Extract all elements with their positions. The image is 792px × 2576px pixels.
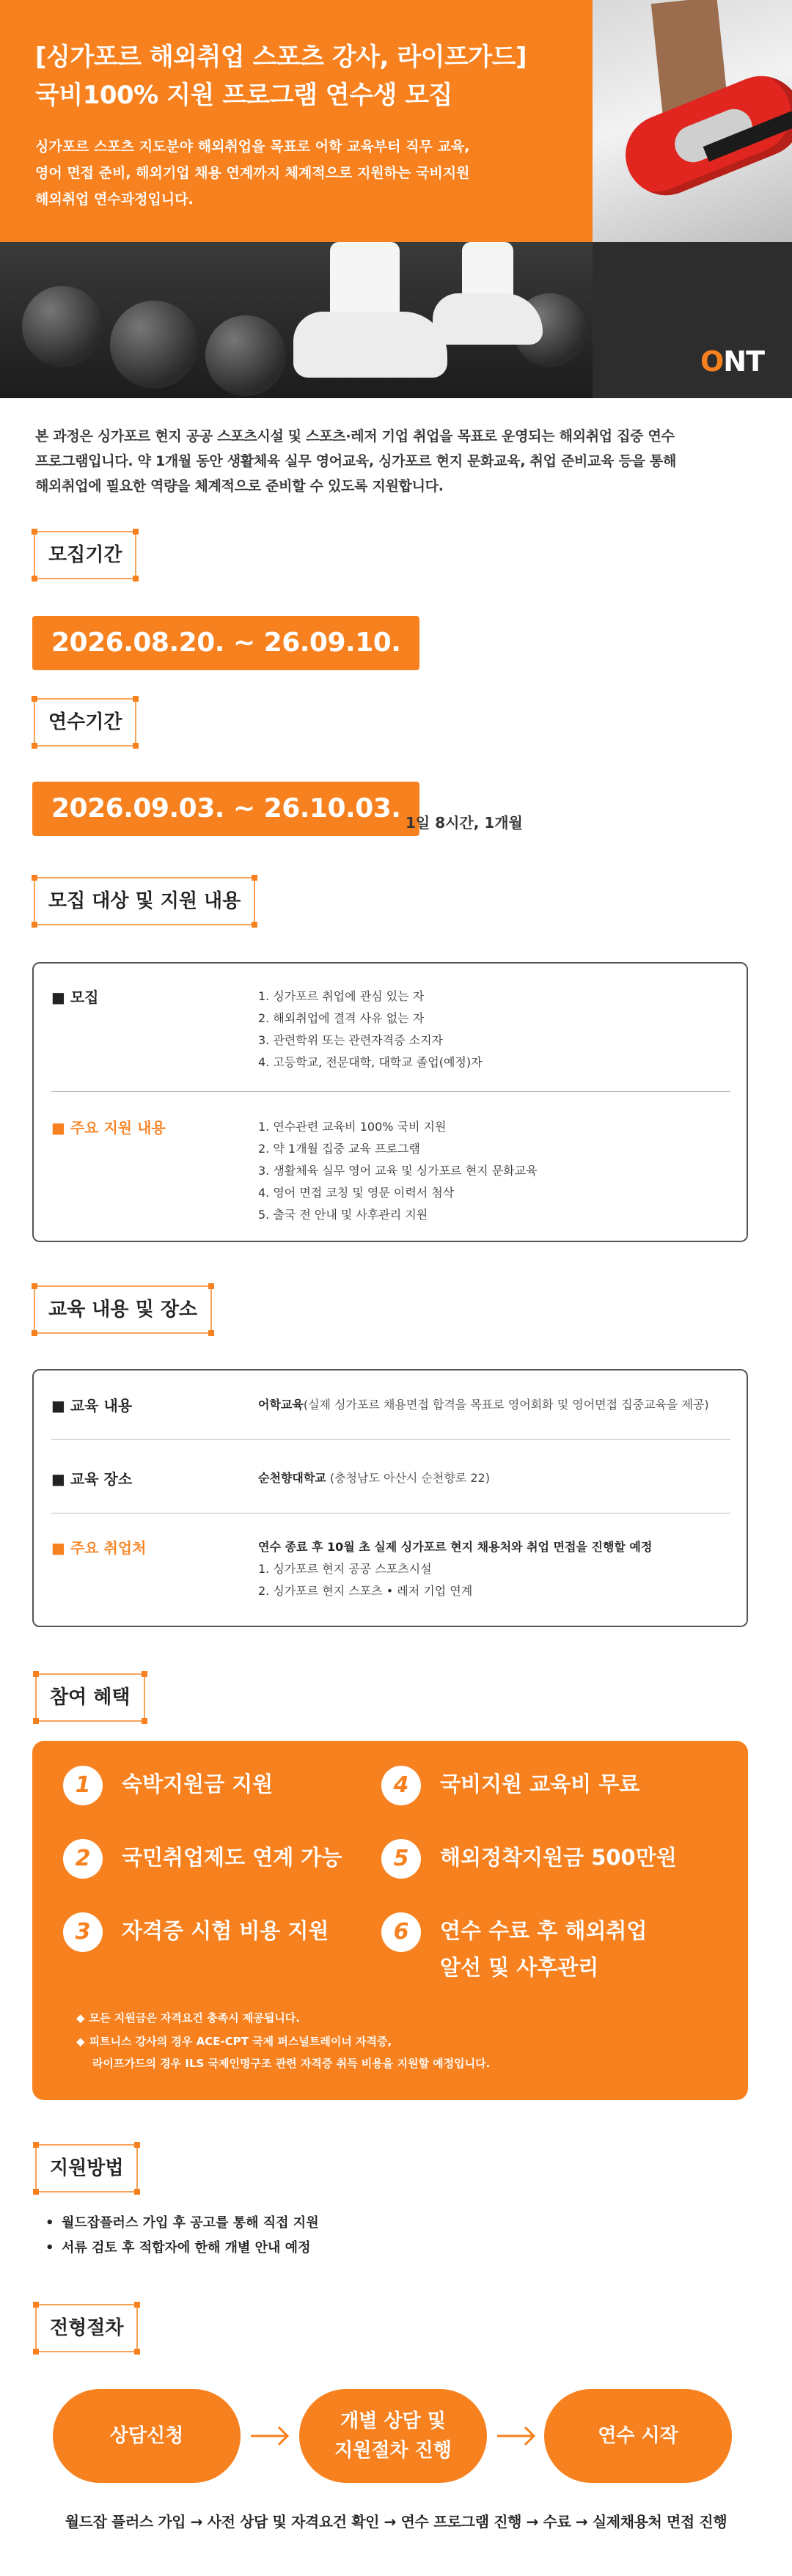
content-desc xyxy=(258,1394,709,1416)
intro-line1: 본 과정은 싱가포르 현지 공공 스포츠시설 및 스포츠·레저 기업 취업을 목표로 운영되는 해외취업 집중 연수 xyxy=(35,428,675,444)
step-label-line2: 지원절차 진행 xyxy=(334,2440,452,2462)
training-dates: 2026.09.03. ~ 26.10.03. xyxy=(51,793,401,823)
benefits-panel xyxy=(32,1741,748,2100)
employer-label: ■ 주요 취업처 xyxy=(51,1539,147,1557)
kettlebell-icon xyxy=(22,286,103,367)
support-items xyxy=(258,1116,538,1226)
gym-photo xyxy=(0,242,593,398)
divider xyxy=(51,1091,730,1092)
benefit-item xyxy=(381,1912,647,1986)
hero-desc-line2: 영어 면접 준비, 해외기업 채용 연계까지 체계적으로 지원하는 국비지원 xyxy=(35,165,470,181)
recruit-label: ■ 모집 xyxy=(51,988,99,1006)
number-badge: 1 xyxy=(63,1766,103,1805)
employer-desc xyxy=(258,1536,652,1602)
benefit-label: 국민취업제도 연계 가능 xyxy=(122,1845,342,1870)
step-label-line1: 개별 상담 및 xyxy=(340,2410,446,2432)
benefit-label: 해외정착지원금 500만원 xyxy=(440,1845,677,1870)
benefit-item xyxy=(63,1766,273,1805)
benefit-label-line1: 연수 수료 후 해외취업 xyxy=(440,1918,648,1943)
training-note: 1일 8시간, 1개월 xyxy=(406,814,523,832)
hero-text-panel xyxy=(0,0,593,242)
intro-paragraph xyxy=(35,424,761,499)
hero-title-line1: [싱가포르 해외취업 스포츠 강사, 라이프가드] xyxy=(35,43,527,72)
step-training-start xyxy=(544,2389,732,2483)
hero-desc-line1: 싱가포르 스포츠 지도분야 해외취업을 목표로 어학 교육부터 직무 교육, xyxy=(35,139,470,155)
education-heading-text: 교육 내용 및 장소 xyxy=(48,1299,197,1321)
step-label: 연수 시작 xyxy=(598,2425,678,2447)
benefit-item xyxy=(381,1766,639,1805)
number-badge: 4 xyxy=(381,1766,421,1805)
content-label: ■ 교육 내용 xyxy=(51,1397,133,1414)
content-rest: (실제 싱가포르 채용면접 합격을 목표로 영어회화 및 영어면접 집중교육을 제공) xyxy=(303,1398,709,1412)
list-item: 4. 고등학교, 전문대학, 대학교 졸업(예정)자 xyxy=(258,1055,483,1069)
benefit-note-1 xyxy=(76,2008,300,2028)
number-badge: 2 xyxy=(63,1839,103,1879)
intro-line3: 해외취업에 필요한 역량을 체계적으로 준비할 수 있도록 지원합니다. xyxy=(35,478,444,494)
education-info-box xyxy=(32,1369,748,1627)
process-heading-text: 전형절차 xyxy=(50,2317,124,2339)
apply-list xyxy=(59,2211,319,2261)
recruit-heading-text: 모집기간 xyxy=(48,544,122,566)
process-heading xyxy=(35,2304,138,2352)
process-flow-text: 월드잡 플러스 가입 → 사전 상담 및 자격요건 확인 → 연수 프로그램 진행 → 수료 → 실제채용처 면접 진행 xyxy=(65,2513,727,2531)
logo-o: O xyxy=(700,345,724,378)
support-label: ■ 주요 지원 내용 xyxy=(51,1119,166,1137)
benefit-note-2 xyxy=(76,2031,392,2052)
list-item: • 월드잡플러스 가입 후 공고를 통해 직접 지원 xyxy=(59,2211,319,2236)
benefit-item xyxy=(63,1839,342,1879)
training-period-heading xyxy=(34,698,136,746)
kettlebell-icon xyxy=(205,315,286,396)
kettlebell-icon xyxy=(110,301,198,389)
content-strong: 어학교육 xyxy=(258,1398,304,1412)
place-label: ■ 교육 장소 xyxy=(51,1470,133,1488)
place-strong: 순천향대학교 xyxy=(258,1471,326,1485)
place-rest: (충청남도 아산시 순천향로 22) xyxy=(326,1471,490,1485)
training-heading-text: 연수기간 xyxy=(48,711,122,733)
number-badge: 6 xyxy=(381,1912,421,1952)
benefit-item xyxy=(63,1912,329,1952)
recruit-dates-pill xyxy=(32,616,419,670)
list-item: 2. 약 1개월 집중 교육 프로그램 xyxy=(258,1142,420,1156)
divider xyxy=(51,1439,730,1440)
recruit-items xyxy=(258,986,483,1074)
benefit-label: 자격증 시험 비용 지원 xyxy=(122,1918,329,1943)
list-item: 4. 영어 면접 코칭 및 영문 이력서 첨삭 xyxy=(258,1186,455,1200)
diamond-icon: ◆ xyxy=(76,2035,85,2048)
recruit-dates: 2026.08.20. ~ 26.09.10. xyxy=(51,628,401,658)
hero-title-line2: 국비100% 지원 프로그램 연수생 모집 xyxy=(35,81,452,110)
hero-desc-line3: 해외취업 연수과정입니다. xyxy=(35,191,194,208)
list-item: 1. 연수관련 교육비 100% 국비 지원 xyxy=(258,1120,447,1134)
place-desc xyxy=(258,1467,490,1489)
number-badge: 5 xyxy=(381,1839,421,1879)
list-item: 3. 생활체육 실무 영어 교육 및 싱가포르 현지 문화교육 xyxy=(258,1164,538,1178)
arrow-right-icon xyxy=(496,2420,537,2452)
brand-logo xyxy=(700,345,764,378)
note-text: 피트니스 강사의 경우 ACE-CPT 국제 퍼스널트레이너 자격증, xyxy=(89,2035,392,2048)
benefit-item xyxy=(381,1839,677,1879)
target-info-box xyxy=(32,962,748,1242)
step-label: 상담신청 xyxy=(109,2425,184,2447)
apply-heading-text: 지원방법 xyxy=(50,2157,124,2179)
list-item: 1. 싱가포르 현지 공공 스포츠시설 xyxy=(258,1562,432,1576)
hero-description xyxy=(35,133,593,213)
hero-banner xyxy=(0,0,792,398)
list-item: 2. 해외취업에 결격 사유 없는 자 xyxy=(258,1011,425,1025)
recruit-period-heading xyxy=(34,531,136,579)
note-text: 모든 지원금은 자격요건 충족시 제공됩니다. xyxy=(89,2011,300,2025)
lifeguard-photo xyxy=(593,0,792,242)
list-item: 1. 싱가포르 취업에 관심 있는 자 xyxy=(258,989,425,1003)
training-dates-pill xyxy=(32,782,419,836)
sneaker-icon xyxy=(433,293,543,345)
logo-rest: NT xyxy=(723,345,764,378)
benefit-note-3: 라이프가드의 경우 ILS 국제인명구조 관련 자격증 취득 비용을 지원할 예정입니다. xyxy=(92,2057,491,2070)
number-badge: 3 xyxy=(63,1912,103,1952)
list-item: 2. 싱가포르 현지 스포츠 • 레저 기업 연계 xyxy=(258,1584,473,1598)
list-item: 3. 관련학위 또는 관련자격증 소지자 xyxy=(258,1033,443,1047)
arrow-right-icon xyxy=(249,2420,290,2452)
benefit-label: 국비지원 교육비 무료 xyxy=(440,1772,640,1797)
logo-panel xyxy=(593,242,792,398)
list-item: • 서류 검토 후 적합자에 한해 개별 안내 예정 xyxy=(59,2236,319,2261)
apply-heading xyxy=(35,2144,138,2192)
target-heading xyxy=(34,877,255,925)
sneaker-icon xyxy=(293,312,447,378)
list-item: 5. 출국 전 안내 및 사후관리 지원 xyxy=(258,1208,428,1222)
employer-strong: 연수 종료 후 10월 초 실제 싱가포르 현지 채용처와 취업 면접을 진행할 예정 xyxy=(258,1540,653,1554)
benefits-heading xyxy=(35,1673,145,1722)
sock-shape xyxy=(330,242,400,323)
intro-line2: 프로그램입니다. 약 1개월 동안 생활체육 실무 영어교육, 싱가포르 현지 문화교육, 취업 준비교육 등을 통해 xyxy=(35,453,677,469)
step-individual-consult xyxy=(299,2389,487,2483)
target-heading-text: 모집 대상 및 지원 내용 xyxy=(48,890,241,912)
benefits-heading-text: 참여 혜택 xyxy=(50,1687,131,1709)
benefit-label xyxy=(440,1912,647,1986)
benefit-label-line2: 알선 및 사후관리 xyxy=(440,1955,599,1980)
education-heading xyxy=(34,1285,212,1334)
diamond-icon: ◆ xyxy=(76,2011,85,2025)
benefit-label: 숙박지원금 지원 xyxy=(122,1772,274,1797)
step-consult-request xyxy=(53,2389,241,2483)
hero-title xyxy=(35,38,593,114)
